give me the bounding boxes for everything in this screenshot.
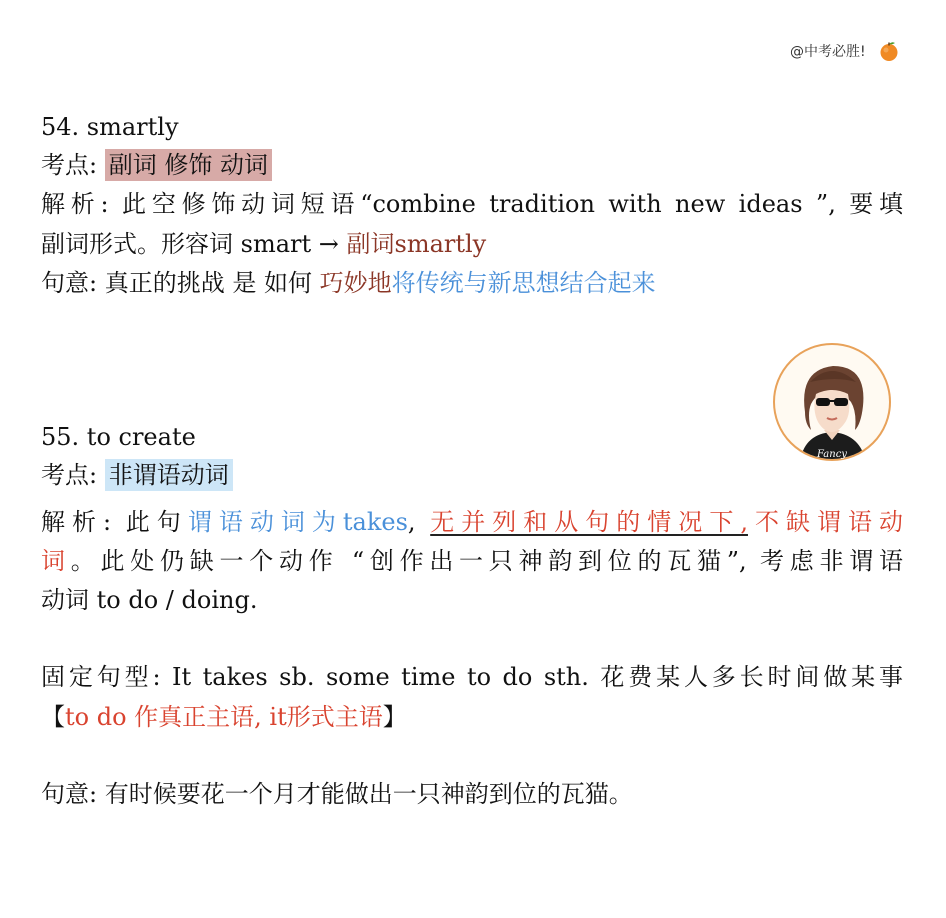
q54-meaning-blue: 将传统与新思想结合起来 (391, 269, 656, 297)
q55-analysis-line1 (41, 507, 903, 537)
q55-meaning-row (41, 779, 633, 809)
q55-point-row (41, 460, 233, 490)
q54-answer-highlight: 副词smartly (346, 230, 487, 258)
q55-point-value: 非谓语动词 (105, 459, 233, 491)
q54-analysis-text1: 此空修饰动词短语“combine tradition with new ideas ”, 要填 (122, 190, 903, 218)
orange-icon (878, 40, 900, 62)
q55-meaning-text: 有时候要花一个月才能做出一只神韵到位的瓦猫。 (104, 780, 633, 808)
q55-analysis-prefix: 此句 (125, 508, 188, 536)
q54-analysis-label: 解析: (41, 190, 109, 218)
q55-bracket-content: to do 作真正主语, it形式主语 (65, 703, 383, 731)
q54-analysis-line1 (41, 189, 903, 219)
q55-bracket-note (41, 702, 407, 732)
q55-analysis-line2 (41, 546, 903, 576)
q55-analysis-red-underlined: 无并列和从句的情况下, (430, 508, 748, 536)
avatar (772, 342, 892, 462)
q55-analysis-label: 解析: (41, 508, 112, 536)
q55-pattern-text: It takes sb. some time to do sth. 花费某人多长时间做某事 (172, 663, 903, 691)
q55-analysis-line3: 动词 to do / doing. (41, 586, 258, 614)
q54-meaning-label: 句意: (41, 269, 98, 297)
q55-title: 55. to create (41, 423, 196, 451)
q55-point-label: 考点: (41, 461, 98, 489)
q54-point-label: 考点: (41, 151, 98, 179)
q55-bracket-open: 【 (41, 703, 65, 731)
q55-analysis-line2-rest: 。此处仍缺一个动作 “创作出一只神韵到位的瓦猫”, 考虑非谓语 (70, 547, 903, 575)
q54-analysis-text2: 副词形式。形容词 smart → (41, 230, 347, 258)
q55-analysis-line2-red: 词 (41, 547, 71, 575)
q54-meaning-row (41, 268, 656, 298)
q55-pattern-label: 固定句型: (41, 663, 161, 691)
q54-point-row (41, 150, 272, 180)
q54-meaning-prefix: 真正的挑战 是 如何 (104, 269, 320, 297)
q55-bracket-close: 】 (382, 703, 407, 731)
q55-analysis-red-tail: 不缺谓语动 (747, 508, 904, 536)
q54-meaning-red: 巧妙地 (319, 269, 392, 297)
q55-pattern-row (41, 662, 903, 692)
q55-analysis-blue: 谓语动词为takes (187, 508, 408, 536)
q54-analysis-line2 (41, 229, 486, 259)
q54-point-value: 副词 修饰 动词 (105, 149, 272, 181)
avatar-label: Fancy (817, 449, 847, 460)
q55-analysis-comma: , (407, 508, 416, 536)
q54-title: 54. smartly (41, 113, 179, 141)
watermark-handle: @中考必胜! (790, 44, 866, 60)
q55-meaning-label: 句意: (41, 780, 98, 808)
